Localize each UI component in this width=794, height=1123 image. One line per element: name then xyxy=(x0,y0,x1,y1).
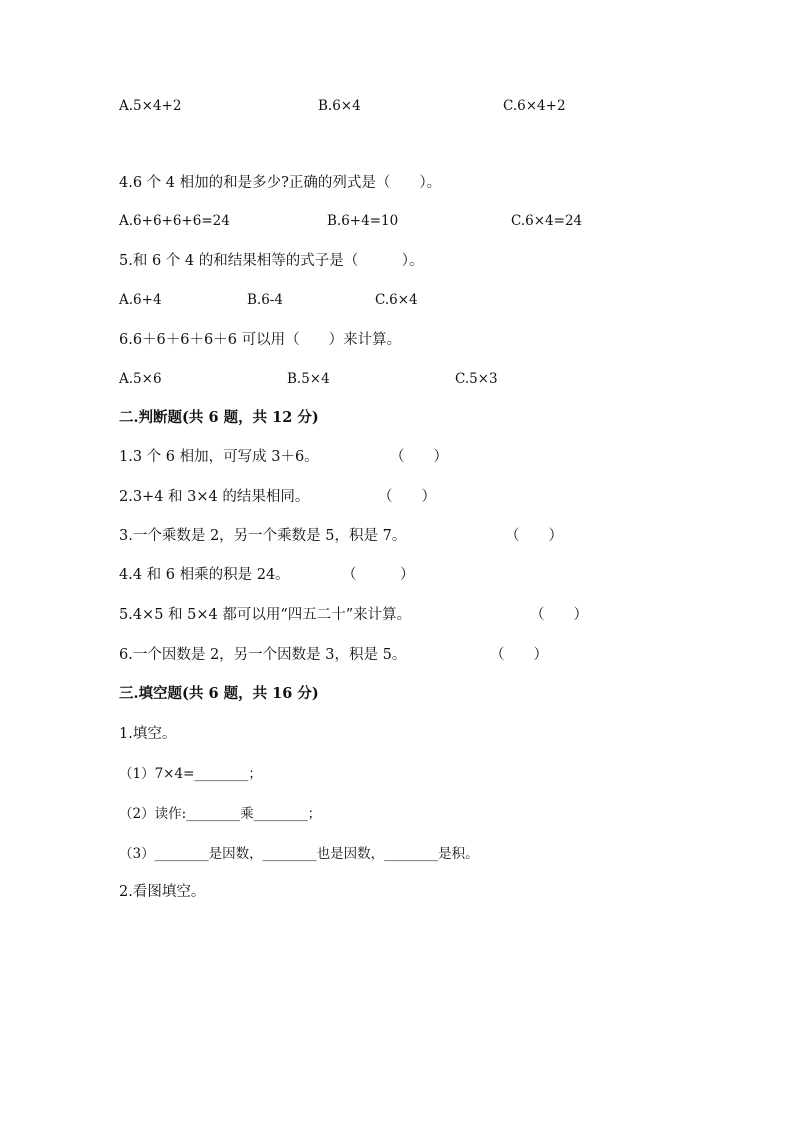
tf-item-5: 5.4×5 和 5×4 都可以用“四五二十”来计算。 xyxy=(119,607,412,623)
q3-option-a: A.5×4+2 xyxy=(119,98,182,114)
q5-option-a: A.6+4 xyxy=(119,292,162,308)
section3-heading: 三.填空题(共 6 题，共 16 分) xyxy=(119,685,319,702)
tf-answer-2[interactable]: （ ） xyxy=(378,489,436,505)
q6-stem: 6.6＋6＋6＋6＋6 可以用（ ）来计算。 xyxy=(119,332,402,348)
q4-option-b: B.6+4=10 xyxy=(327,213,399,229)
q6-option-b: B.5×4 xyxy=(287,371,330,387)
q5-option-c: C.6×4 xyxy=(375,292,418,308)
section2-heading: 二.判断题(共 6 题，共 12 分) xyxy=(119,409,319,426)
q4-option-c: C.6×4=24 xyxy=(511,213,583,229)
q3-option-b: B.6×4 xyxy=(318,98,361,114)
tf-answer-3[interactable]: （ ） xyxy=(505,528,563,544)
tf-item-4: 4.4 和 6 相乘的积是 24。 xyxy=(119,567,290,583)
tf-answer-1[interactable]: （ ） xyxy=(390,449,448,465)
tf-item-2: 2.3+4 和 3×4 的结果相同。 xyxy=(119,489,310,505)
q5-stem: 5.和 6 个 4 的和结果相等的式子是（ ）。 xyxy=(119,253,424,269)
tf-item-3: 3.一个乘数是 2，另一个乘数是 5，积是 7。 xyxy=(119,528,407,544)
tf-item-1: 1.3 个 6 相加，可写成 3＋6。 xyxy=(119,449,319,465)
fill-q1-sub1: （1）7×4=________； xyxy=(119,766,262,782)
q5-option-b: B.6-4 xyxy=(247,292,283,308)
q3-option-c: C.6×4+2 xyxy=(503,98,566,114)
fill-q1-title: 1.填空。 xyxy=(119,726,177,742)
tf-answer-6[interactable]: （ ） xyxy=(490,647,548,663)
fill-q2-title: 2.看图填空。 xyxy=(119,884,206,900)
tf-answer-5[interactable]: （ ） xyxy=(530,607,588,623)
q4-option-a: A.6+6+6+6=24 xyxy=(119,213,230,229)
fill-q1-sub3: （3）________是因数，________也是因数，________是积。 xyxy=(119,846,479,862)
q4-stem: 4.6 个 4 相加的和是多少?正确的列式是（ ）。 xyxy=(119,175,442,191)
fill-q1-sub2: （2）读作:________乘________； xyxy=(119,806,322,822)
q6-option-a: A.5×6 xyxy=(119,371,162,387)
q6-option-c: C.5×3 xyxy=(455,371,498,387)
tf-answer-4[interactable]: （ ） xyxy=(342,567,415,583)
tf-item-6: 6.一个因数是 2，另一个因数是 3，积是 5。 xyxy=(119,647,407,663)
